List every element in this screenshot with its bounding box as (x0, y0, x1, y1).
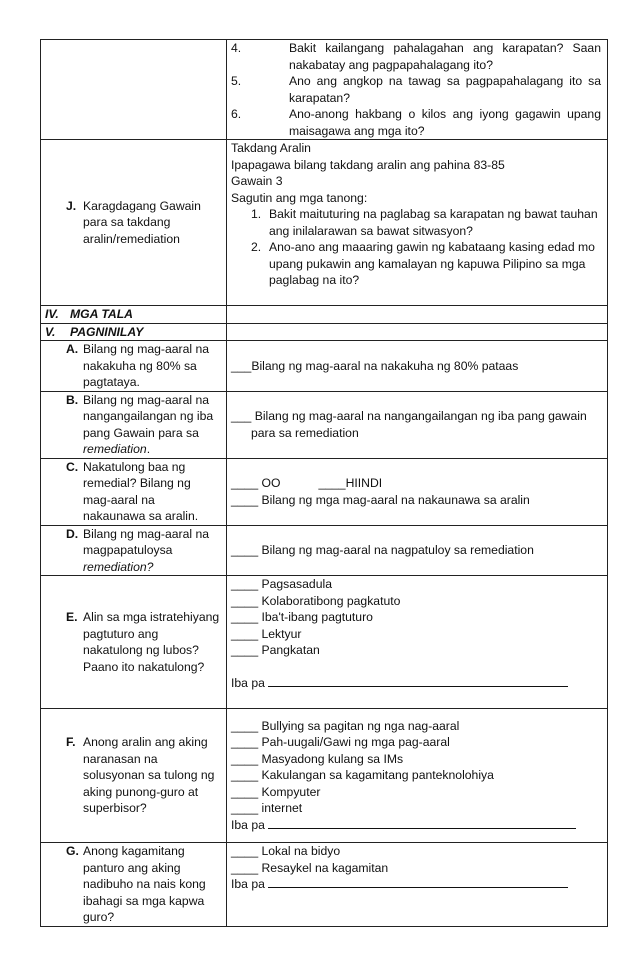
homework-instruction: Sagutin ang mga tanong: (231, 190, 368, 205)
row-g-label: G. Anong kagamitang panturo ang aking nadibuho na nais kong ibahagi sa mga kapwa guro? (66, 844, 206, 924)
row-b (41, 391, 608, 458)
homework-questions (231, 206, 601, 289)
row-d (41, 525, 608, 576)
row-e-label: E. Alin sa mga istratehiyang pagtuturo ang nakatulong ng lubos? Paano ito nakatulong? (66, 610, 220, 674)
row-b-answer: ___ Bilang ng mag-aaral na nangangailangan ng iba pang gawain para sa remediation (231, 409, 587, 440)
row-e-label-cell (41, 576, 227, 709)
row-j-label-cell (41, 140, 227, 306)
row-j-content (227, 140, 608, 306)
row-c-answer-line: ____ Bilang ng mga mag-aaral na nakaunawa sa aralin (231, 492, 530, 507)
row-b-label-cell (41, 391, 227, 458)
other-line: Iba pa (231, 817, 601, 834)
row-j (41, 140, 608, 306)
blank-line (268, 675, 568, 687)
option-hindi: ____HIINDI (318, 476, 383, 490)
problem-option: ____ Bullying sa pagitan ng nga nag-aaral (231, 718, 460, 733)
row-c-label: C. Nakatulong baa ng remedial? Bilang ng mag-aaral na nakaunawa sa aralin. (66, 459, 199, 523)
row-c (41, 458, 608, 525)
row-g (41, 843, 608, 927)
row-f-label: F. Anong aralin ang aking naranasan na solusyonan sa tulong ng aking punong-guro at superbisor? (66, 735, 215, 816)
strategy-option: ____ Iba't-ibang pagtuturo (231, 610, 373, 624)
strategy-option: ____ Pagsasadula (231, 577, 332, 591)
section-iv-heading: IV. MGA TALA (41, 306, 227, 324)
empty-cell (41, 40, 227, 140)
material-option: ____ Lokal na bidyo (231, 844, 341, 858)
row-a-answer: ___Bilang ng mag-aaral na nakakuha ng 80% pataas (227, 341, 608, 392)
row-b-label: B. Bilang ng mag-aaral na nangangailangan ng iba pang Gawain para sa remediation. (66, 392, 214, 456)
row-d-label: D. Bilang ng mag-aaral na magpapatuloysa remediation? (66, 526, 210, 574)
homework-question: 2. Ano-ano ang maaaring gawin ng kabataang kasing edad mo upang pukawin ang kamalayan ng kapuwa Pilipino sa mga paglabag na ito? (251, 240, 595, 287)
row-e (41, 576, 608, 709)
strategy-option: ____ Kolaboratibong pagkatuto (231, 593, 401, 608)
problem-option: ____ Pah-uugali/Gawi ng mga pag-aaral (231, 735, 450, 750)
row-d-label-cell (41, 525, 227, 576)
material-option: ____ Resaykel na kagamitan (231, 860, 389, 875)
empty-cell (227, 306, 608, 324)
blank-line (268, 817, 576, 829)
row-b-answer-cell (227, 391, 608, 458)
row-g-label-cell (41, 843, 227, 927)
row-top-questions (41, 40, 608, 140)
row-j-label: J. Karagdagang Gawain para sa takdang aralin/remediation (66, 198, 201, 246)
problem-option: ____ Kompyuter (231, 784, 321, 799)
row-g-content (227, 843, 608, 927)
homework-question: 1. Bakit maituturing na paglabag sa karapatan ng bawat tauhan ang inilalarawan sa bawat sitwasyon? (251, 207, 598, 238)
row-a (41, 341, 608, 392)
strategy-option: ____ Pangkatan (231, 643, 320, 657)
row-e-content (227, 576, 608, 709)
question-item: 5. Ano ang angkop na tawag sa pagpapahalagang ito sa karapatan? (231, 74, 601, 105)
row-c-label-cell (41, 458, 227, 525)
row-c-yes-no (231, 475, 601, 492)
row-c-answer-cell (227, 458, 608, 525)
lesson-plan-table (40, 39, 608, 927)
question-item: 6. Ano-anong hakbang o kilos ang iyong gagawin upang maisagawa ang mga ito? (231, 107, 601, 138)
homework-activity: Gawain 3 (231, 174, 283, 188)
other-line: Iba pa (231, 876, 601, 893)
row-section-iv (41, 306, 608, 324)
strategy-option: ____ Lektyur (231, 626, 302, 641)
top-questions-list (231, 40, 601, 139)
row-a-label: A. Bilang ng mag-aaral na nakakuha ng 80% sa pagtataya. (66, 342, 210, 389)
problem-option: ____ Kakulangan sa kagamitang panteknolohiya (231, 768, 494, 783)
homework-title: Takdang Aralin (231, 141, 311, 155)
problem-option: ____ internet (231, 801, 303, 816)
row-d-answer: ____ Bilang ng mag-aaral na nagpatuloy sa remediation (227, 525, 608, 576)
row-section-v (41, 323, 608, 341)
question-item: 4. Bakit kailangang pahalagahan ang karapatan? Saan nakabatay ang pagpapahalagang ito? (231, 41, 601, 72)
row-a-label-cell (41, 341, 227, 392)
row-f-content (227, 709, 608, 843)
other-line: Iba pa (231, 675, 601, 692)
option-oo: ____ OO (231, 476, 281, 490)
row-f (41, 709, 608, 843)
row-f-label-cell (41, 709, 227, 843)
problem-option: ____ Masyadong kulang sa IMs (231, 751, 404, 766)
top-questions-cell (227, 40, 608, 140)
section-v-heading: V. PAGNINILAY (41, 323, 227, 341)
empty-cell (227, 323, 608, 341)
blank-line (268, 876, 568, 888)
homework-pages: Ipapagawa bilang takdang aralin ang pahina 83-85 (231, 157, 505, 172)
